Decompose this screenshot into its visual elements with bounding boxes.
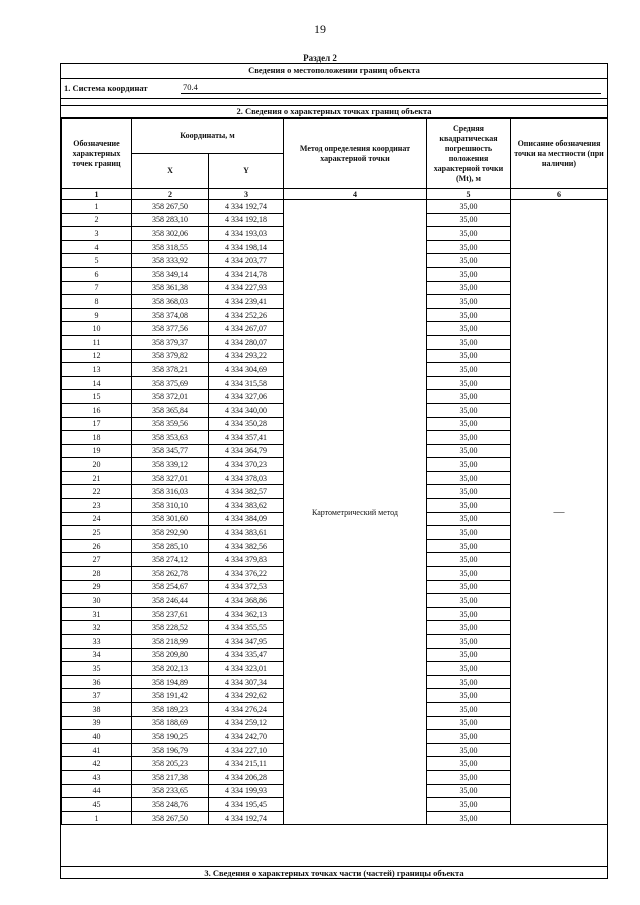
point-number-cell: 14 — [62, 376, 132, 390]
point-number-cell: 38 — [62, 702, 132, 716]
y-coordinate-cell: 4 334 357,41 — [209, 431, 284, 445]
point-number-cell: 28 — [62, 567, 132, 581]
x-coordinate-cell: 358 205,23 — [132, 757, 209, 771]
point-number-cell: 43 — [62, 770, 132, 784]
y-coordinate-cell: 4 334 242,70 — [209, 730, 284, 744]
error-cell: 35,00 — [427, 499, 511, 513]
x-coordinate-cell: 358 285,10 — [132, 539, 209, 553]
x-coordinate-cell: 358 361,38 — [132, 281, 209, 295]
y-coordinate-cell: 4 334 362,13 — [209, 607, 284, 621]
y-coordinate-cell: 4 334 252,26 — [209, 308, 284, 322]
x-coordinate-cell: 358 301,60 — [132, 512, 209, 526]
point-number-cell: 7 — [62, 281, 132, 295]
coord-system-label: 1. Система координат — [64, 83, 148, 93]
x-coordinate-cell: 358 345,77 — [132, 444, 209, 458]
column-number: 6 — [511, 189, 608, 200]
y-coordinate-cell: 4 334 259,12 — [209, 716, 284, 730]
error-cell: 35,00 — [427, 702, 511, 716]
error-cell: 35,00 — [427, 227, 511, 241]
x-coordinate-cell: 358 372,01 — [132, 390, 209, 404]
y-coordinate-cell: 4 334 307,34 — [209, 675, 284, 689]
x-coordinate-cell: 358 237,61 — [132, 607, 209, 621]
y-coordinate-cell: 4 334 379,83 — [209, 553, 284, 567]
error-cell: 35,00 — [427, 594, 511, 608]
point-number-cell: 40 — [62, 730, 132, 744]
x-coordinate-cell: 358 379,37 — [132, 335, 209, 349]
error-cell: 35,00 — [427, 213, 511, 227]
point-number-cell: 22 — [62, 485, 132, 499]
header-coords: Координаты, м — [132, 119, 284, 154]
y-coordinate-cell: 4 334 193,03 — [209, 227, 284, 241]
y-coordinate-cell: 4 334 368,86 — [209, 594, 284, 608]
y-coordinate-cell: 4 334 382,57 — [209, 485, 284, 499]
x-coordinate-cell: 358 189,23 — [132, 702, 209, 716]
point-number-cell: 21 — [62, 471, 132, 485]
point-number-cell: 1 — [62, 200, 132, 214]
error-cell: 35,00 — [427, 403, 511, 417]
error-cell: 35,00 — [427, 730, 511, 744]
table-row — [62, 200, 608, 214]
point-number-cell: 13 — [62, 363, 132, 377]
y-coordinate-cell: 4 334 192,74 — [209, 811, 284, 825]
error-cell: 35,00 — [427, 295, 511, 309]
x-coordinate-cell: 358 365,84 — [132, 403, 209, 417]
header-method: Метод определения координат характерной точки — [284, 119, 427, 189]
error-cell: 35,00 — [427, 485, 511, 499]
method-cell: Картометрический метод — [284, 200, 427, 825]
error-cell: 35,00 — [427, 580, 511, 594]
spacer-row — [61, 99, 607, 106]
point-number-cell: 39 — [62, 716, 132, 730]
point-number-cell: 25 — [62, 526, 132, 540]
x-coordinate-cell: 358 196,79 — [132, 743, 209, 757]
x-coordinate-cell: 358 267,50 — [132, 200, 209, 214]
error-cell: 35,00 — [427, 281, 511, 295]
x-coordinate-cell: 358 218,99 — [132, 635, 209, 649]
header-x: X — [132, 154, 209, 189]
x-coordinate-cell: 358 191,42 — [132, 689, 209, 703]
header-y: Y — [209, 154, 284, 189]
x-coordinate-cell: 358 353,63 — [132, 431, 209, 445]
y-coordinate-cell: 4 334 372,53 — [209, 580, 284, 594]
x-coordinate-cell: 358 310,10 — [132, 499, 209, 513]
error-cell: 35,00 — [427, 200, 511, 214]
y-coordinate-cell: 4 334 315,58 — [209, 376, 284, 390]
x-coordinate-cell: 358 209,80 — [132, 648, 209, 662]
y-coordinate-cell: 4 334 350,28 — [209, 417, 284, 431]
point-number-cell: 17 — [62, 417, 132, 431]
header-point: Обозначение характерных точек границ — [62, 119, 132, 189]
y-coordinate-cell: 4 334 364,79 — [209, 444, 284, 458]
point-number-cell: 29 — [62, 580, 132, 594]
error-cell: 35,00 — [427, 553, 511, 567]
x-coordinate-cell: 358 248,76 — [132, 798, 209, 812]
column-number: 2 — [132, 189, 209, 200]
error-cell: 35,00 — [427, 431, 511, 445]
y-coordinate-cell: 4 334 195,45 — [209, 798, 284, 812]
y-coordinate-cell: 4 334 276,24 — [209, 702, 284, 716]
error-cell: 35,00 — [427, 635, 511, 649]
x-coordinate-cell: 358 339,12 — [132, 458, 209, 472]
point-number-cell: 10 — [62, 322, 132, 336]
y-coordinate-cell: 4 334 215,11 — [209, 757, 284, 771]
y-coordinate-cell: 4 334 227,10 — [209, 743, 284, 757]
point-number-cell: 11 — [62, 335, 132, 349]
error-cell: 35,00 — [427, 539, 511, 553]
x-coordinate-cell: 358 375,69 — [132, 376, 209, 390]
error-cell: 35,00 — [427, 376, 511, 390]
x-coordinate-cell: 358 377,56 — [132, 322, 209, 336]
point-number-cell: 8 — [62, 295, 132, 309]
error-cell: 35,00 — [427, 784, 511, 798]
x-coordinate-cell: 358 217,38 — [132, 770, 209, 784]
point-number-cell: 36 — [62, 675, 132, 689]
page-number: 19 — [314, 22, 326, 36]
point-number-cell: 23 — [62, 499, 132, 513]
x-coordinate-cell: 358 190,25 — [132, 730, 209, 744]
x-coordinate-cell: 358 318,55 — [132, 240, 209, 254]
point-number-cell: 9 — [62, 308, 132, 322]
point-number-cell: 5 — [62, 254, 132, 268]
error-cell: 35,00 — [427, 743, 511, 757]
error-cell: 35,00 — [427, 689, 511, 703]
x-coordinate-cell: 358 194,89 — [132, 675, 209, 689]
error-cell: 35,00 — [427, 308, 511, 322]
point-number-cell: 37 — [62, 689, 132, 703]
error-cell: 35,00 — [427, 675, 511, 689]
y-coordinate-cell: 4 334 192,18 — [209, 213, 284, 227]
y-coordinate-cell: 4 334 340,00 — [209, 403, 284, 417]
error-cell: 35,00 — [427, 567, 511, 581]
point-number-cell: 34 — [62, 648, 132, 662]
description-cell: — — [511, 200, 608, 825]
x-coordinate-cell: 358 374,08 — [132, 308, 209, 322]
y-coordinate-cell: 4 334 206,28 — [209, 770, 284, 784]
y-coordinate-cell: 4 334 378,03 — [209, 471, 284, 485]
point-number-cell: 42 — [62, 757, 132, 771]
point-number-cell: 3 — [62, 227, 132, 241]
x-coordinate-cell: 358 378,21 — [132, 363, 209, 377]
point-number-cell: 31 — [62, 607, 132, 621]
error-cell: 35,00 — [427, 811, 511, 825]
point-number-cell: 18 — [62, 431, 132, 445]
point-number-cell: 6 — [62, 267, 132, 281]
point-number-cell: 30 — [62, 594, 132, 608]
point-number-cell: 26 — [62, 539, 132, 553]
error-cell: 35,00 — [427, 322, 511, 336]
section2-title: 2. Сведения о характерных точках границ объекта — [61, 106, 607, 118]
error-cell: 35,00 — [427, 349, 511, 363]
point-number-cell: 20 — [62, 458, 132, 472]
x-coordinate-cell: 358 246,44 — [132, 594, 209, 608]
y-coordinate-cell: 4 334 292,62 — [209, 689, 284, 703]
error-cell: 35,00 — [427, 798, 511, 812]
y-coordinate-cell: 4 334 384,09 — [209, 512, 284, 526]
x-coordinate-cell: 358 267,50 — [132, 811, 209, 825]
x-coordinate-cell: 358 379,82 — [132, 349, 209, 363]
y-coordinate-cell: 4 334 203,77 — [209, 254, 284, 268]
x-coordinate-cell: 358 202,13 — [132, 662, 209, 676]
y-coordinate-cell: 4 334 323,01 — [209, 662, 284, 676]
y-coordinate-cell: 4 334 280,07 — [209, 335, 284, 349]
error-cell: 35,00 — [427, 335, 511, 349]
y-coordinate-cell: 4 334 335,47 — [209, 648, 284, 662]
y-coordinate-cell: 4 334 383,61 — [209, 526, 284, 540]
error-cell: 35,00 — [427, 390, 511, 404]
x-coordinate-cell: 358 292,90 — [132, 526, 209, 540]
x-coordinate-cell: 358 188,69 — [132, 716, 209, 730]
y-coordinate-cell: 4 334 293,22 — [209, 349, 284, 363]
points-table-body — [62, 200, 608, 825]
point-number-cell: 27 — [62, 553, 132, 567]
y-coordinate-cell: 4 334 227,93 — [209, 281, 284, 295]
x-coordinate-cell: 358 349,14 — [132, 267, 209, 281]
y-coordinate-cell: 4 334 199,93 — [209, 784, 284, 798]
x-coordinate-cell: 358 274,12 — [132, 553, 209, 567]
y-coordinate-cell: 4 334 267,07 — [209, 322, 284, 336]
error-cell: 35,00 — [427, 267, 511, 281]
points-table — [61, 118, 608, 825]
section-title: Раздел 2 — [303, 53, 337, 63]
error-cell: 35,00 — [427, 526, 511, 540]
column-number: 4 — [284, 189, 427, 200]
x-coordinate-cell: 358 316,03 — [132, 485, 209, 499]
y-coordinate-cell: 4 334 214,78 — [209, 267, 284, 281]
error-cell: 35,00 — [427, 240, 511, 254]
x-coordinate-cell: 358 254,67 — [132, 580, 209, 594]
point-number-cell: 4 — [62, 240, 132, 254]
table-main-title: Сведения о местоположении границ объекта — [61, 64, 607, 79]
x-coordinate-cell: 358 359,56 — [132, 417, 209, 431]
error-cell: 35,00 — [427, 471, 511, 485]
coord-system-value: 70.4 — [181, 82, 601, 94]
y-coordinate-cell: 4 334 192,74 — [209, 200, 284, 214]
boundary-table — [60, 63, 608, 879]
point-number-cell: 24 — [62, 512, 132, 526]
header-description: Описание обозначения точки на местности (при наличии) — [511, 119, 608, 189]
error-cell: 35,00 — [427, 770, 511, 784]
y-coordinate-cell: 4 334 383,62 — [209, 499, 284, 513]
point-number-cell: 35 — [62, 662, 132, 676]
y-coordinate-cell: 4 334 376,22 — [209, 567, 284, 581]
y-coordinate-cell: 4 334 370,23 — [209, 458, 284, 472]
point-number-cell: 41 — [62, 743, 132, 757]
point-number-cell: 16 — [62, 403, 132, 417]
point-number-cell: 12 — [62, 349, 132, 363]
header-error: Средняя квадратическая погрешность положения характерной точки (Mt), м — [427, 119, 511, 189]
coord-system-row — [61, 79, 607, 99]
x-coordinate-cell: 358 228,52 — [132, 621, 209, 635]
column-number: 3 — [209, 189, 284, 200]
point-number-cell: 44 — [62, 784, 132, 798]
error-cell: 35,00 — [427, 512, 511, 526]
y-coordinate-cell: 4 334 327,06 — [209, 390, 284, 404]
x-coordinate-cell: 358 333,92 — [132, 254, 209, 268]
error-cell: 35,00 — [427, 621, 511, 635]
section3-title: 3. Сведения о характерных точках части (частей) границы объекта — [61, 866, 607, 879]
y-coordinate-cell: 4 334 239,41 — [209, 295, 284, 309]
y-coordinate-cell: 4 334 304,69 — [209, 363, 284, 377]
point-number-cell: 1 — [62, 811, 132, 825]
point-number-cell: 33 — [62, 635, 132, 649]
y-coordinate-cell: 4 334 198,14 — [209, 240, 284, 254]
column-number: 5 — [427, 189, 511, 200]
error-cell: 35,00 — [427, 662, 511, 676]
error-cell: 35,00 — [427, 458, 511, 472]
x-coordinate-cell: 358 368,03 — [132, 295, 209, 309]
y-coordinate-cell: 4 334 347,95 — [209, 635, 284, 649]
error-cell: 35,00 — [427, 254, 511, 268]
error-cell: 35,00 — [427, 648, 511, 662]
error-cell: 35,00 — [427, 607, 511, 621]
error-cell: 35,00 — [427, 716, 511, 730]
point-number-cell: 19 — [62, 444, 132, 458]
x-coordinate-cell: 358 262,78 — [132, 567, 209, 581]
point-number-cell: 45 — [62, 798, 132, 812]
x-coordinate-cell: 358 233,65 — [132, 784, 209, 798]
error-cell: 35,00 — [427, 444, 511, 458]
y-coordinate-cell: 4 334 382,56 — [209, 539, 284, 553]
point-number-cell: 15 — [62, 390, 132, 404]
x-coordinate-cell: 358 327,01 — [132, 471, 209, 485]
x-coordinate-cell: 358 283,10 — [132, 213, 209, 227]
point-number-cell: 32 — [62, 621, 132, 635]
error-cell: 35,00 — [427, 363, 511, 377]
y-coordinate-cell: 4 334 355,55 — [209, 621, 284, 635]
error-cell: 35,00 — [427, 417, 511, 431]
point-number-cell: 2 — [62, 213, 132, 227]
x-coordinate-cell: 358 302,06 — [132, 227, 209, 241]
error-cell: 35,00 — [427, 757, 511, 771]
column-number: 1 — [62, 189, 132, 200]
